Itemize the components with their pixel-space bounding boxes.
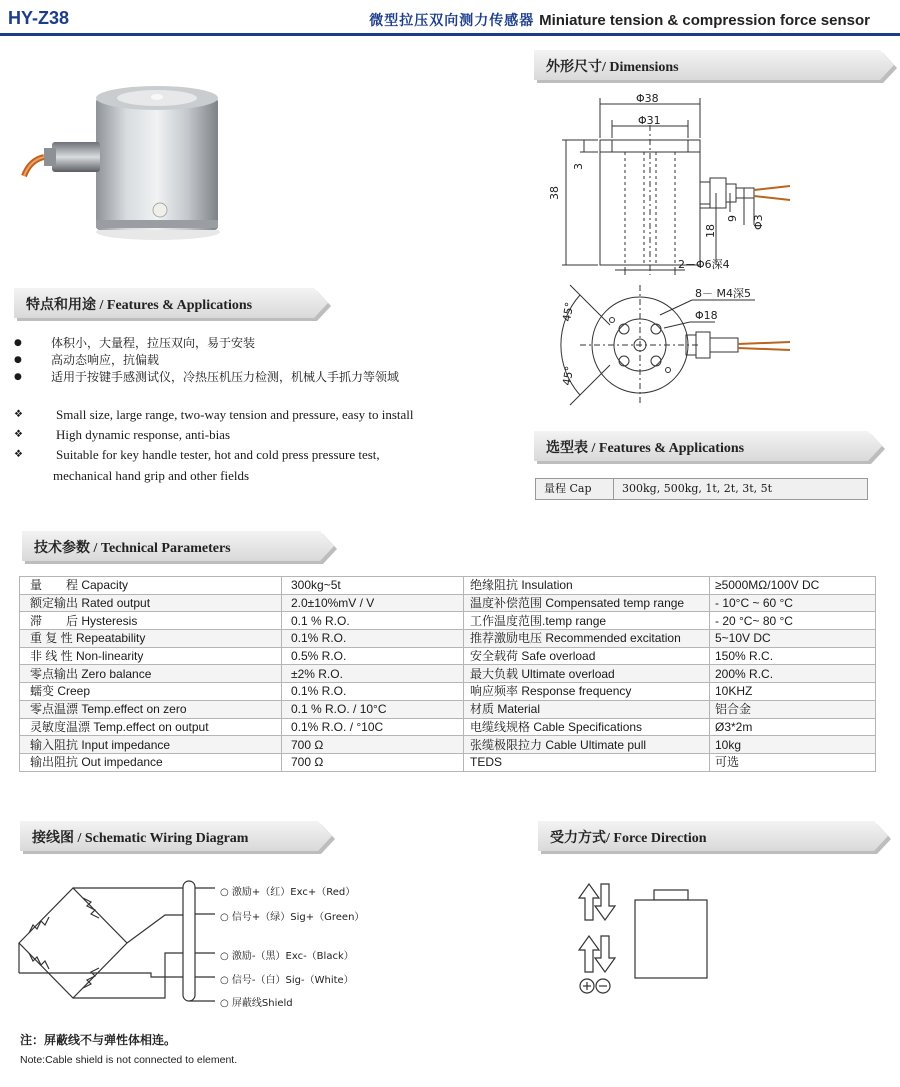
parameter-row bbox=[20, 594, 876, 612]
product-photo bbox=[20, 80, 220, 245]
selection-key: 量程 Cap bbox=[536, 479, 614, 499]
param-value: - 20 °C~ 80 °C bbox=[710, 612, 876, 630]
dimensions-drawing bbox=[540, 90, 800, 410]
param-name: 工作温度范围.temp range bbox=[464, 612, 710, 630]
param-name: 张缆极限拉力 Cable Ultimate pull bbox=[464, 736, 710, 754]
features-banner bbox=[14, 288, 328, 318]
param-value: 10KHZ bbox=[710, 683, 876, 701]
param-value: 可选 bbox=[710, 753, 876, 771]
param-name: 非 线 性 Non-linearity bbox=[20, 647, 282, 665]
wire-exc-plus: ○ 激励+（红）Exc+（Red） bbox=[220, 887, 356, 898]
param-name: 重 复 性 Repeatability bbox=[20, 630, 282, 648]
parameter-row bbox=[20, 630, 876, 648]
param-name: 最大负载 Ultimate overload bbox=[464, 665, 710, 683]
param-value: 700 Ω bbox=[282, 753, 464, 771]
param-value: 0.1% R.O. / °10C bbox=[282, 718, 464, 736]
feature-en-continuation: mechanical hand grip and other fields bbox=[53, 468, 250, 483]
feature-en-item bbox=[14, 445, 414, 465]
wiring-heading: 接线图 / Schematic Wiring Diagram bbox=[32, 831, 249, 846]
wire-exc-minus: ○ 激励-（黑）Exc-（Black） bbox=[220, 951, 354, 962]
feature-en-text: Suitable for key handle tester, hot and cold press pressure test, bbox=[56, 447, 380, 462]
wire-sig-minus: ○ 信号-（白）Sig-（White） bbox=[220, 975, 354, 986]
force-heading: 受力方式/ Force Direction bbox=[550, 831, 707, 846]
product-title-en: Miniature tension & compression force sensor bbox=[539, 12, 870, 29]
parameter-row bbox=[20, 665, 876, 683]
technical-banner bbox=[22, 531, 334, 561]
param-name: 输出阻抗 Out impedance bbox=[20, 753, 282, 771]
features-heading: 特点和用途 / Features & Applications bbox=[26, 298, 253, 313]
param-value: 铝合金 bbox=[710, 700, 876, 718]
feature-en-text: High dynamic response, anti-bias bbox=[56, 427, 231, 442]
param-name: 响应频率 Response frequency bbox=[464, 683, 710, 701]
selection-heading: 选型表 / Features & Applications bbox=[546, 441, 745, 456]
dim-m4: 8－ M4深5 bbox=[695, 287, 751, 300]
param-value: ≥5000MΩ/100V DC bbox=[710, 577, 876, 595]
param-value: 0.1% R.O. bbox=[282, 630, 464, 648]
parameter-row bbox=[20, 753, 876, 771]
dim-phi3: Φ3 bbox=[752, 214, 765, 230]
dim-phi18: Φ18 bbox=[695, 309, 718, 322]
dim-angle-top: 45° bbox=[560, 301, 577, 323]
wiring-banner bbox=[20, 821, 332, 851]
parameter-row bbox=[20, 700, 876, 718]
feature-cn-item: ● 适用于按键手感测试仪，冷热压机压力检测，机械人手抓力等领域 bbox=[14, 369, 399, 386]
note-cn: 注：屏蔽线不与弹性体相连。 bbox=[20, 1033, 177, 1047]
param-value: 10kg bbox=[710, 736, 876, 754]
feature-en-item bbox=[14, 405, 414, 425]
param-name: 零点温漂 Temp.effect on zero bbox=[20, 700, 282, 718]
param-name: 量 程 Capacity bbox=[20, 577, 282, 595]
parameter-row bbox=[20, 736, 876, 754]
param-value: 0.1 % R.O. bbox=[282, 612, 464, 630]
dim-phi31: Φ31 bbox=[638, 114, 661, 127]
param-name: TEDS bbox=[464, 753, 710, 771]
parameter-row bbox=[20, 647, 876, 665]
param-value: - 10°C ~ 60 °C bbox=[710, 594, 876, 612]
param-name: 材质 Material bbox=[464, 700, 710, 718]
dim-h3: 3 bbox=[572, 163, 585, 170]
param-value: 150% R.C. bbox=[710, 647, 876, 665]
dim-holes: 2－Φ6深4 bbox=[678, 258, 730, 271]
param-value: 700 Ω bbox=[282, 736, 464, 754]
force-diagram bbox=[575, 878, 715, 998]
selection-table bbox=[535, 478, 868, 500]
dim-angle-bottom: 45° bbox=[560, 365, 577, 387]
header-rule bbox=[0, 33, 900, 36]
features-en-list bbox=[14, 405, 414, 465]
parameter-row bbox=[20, 683, 876, 701]
param-value: 300kg~5t bbox=[282, 577, 464, 595]
wire-sig-plus: ○ 信号+（绿）Sig+（Green） bbox=[220, 912, 365, 923]
note-en: Note:Cable shield is not connected to element. bbox=[20, 1054, 238, 1066]
dim-h18: 18 bbox=[704, 224, 717, 238]
feature-cn-item: ● 高动态响应，抗偏载 bbox=[14, 352, 399, 369]
parameter-row bbox=[20, 718, 876, 736]
feature-en-item bbox=[14, 425, 414, 445]
wire-shield: ○ 屏蔽线Shield bbox=[220, 998, 293, 1009]
param-value: 0.5% R.O. bbox=[282, 647, 464, 665]
param-value: 0.1% R.O. bbox=[282, 683, 464, 701]
param-name: 灵敏度温漂 Temp.effect on output bbox=[20, 718, 282, 736]
feature-cn-item: ● 体积小，大量程，拉压双向，易于安装 bbox=[14, 335, 399, 352]
features-cn-list bbox=[14, 335, 399, 386]
param-name: 温度补偿范围 Compensated temp range bbox=[464, 594, 710, 612]
param-name: 安全载荷 Safe overload bbox=[464, 647, 710, 665]
parameter-row bbox=[20, 612, 876, 630]
param-name: 零点输出 Zero balance bbox=[20, 665, 282, 683]
param-name: 输入阻抗 Input impedance bbox=[20, 736, 282, 754]
product-title-cn: 微型拉压双向测力传感器 bbox=[369, 13, 535, 29]
dim-phi38: Φ38 bbox=[636, 92, 659, 105]
param-value: 2.0±10%mV / V bbox=[282, 594, 464, 612]
param-name: 绝缘阻抗 Insulation bbox=[464, 577, 710, 595]
dim-h38: 38 bbox=[548, 186, 561, 200]
wiring-diagram bbox=[15, 873, 215, 1008]
selection-banner bbox=[534, 431, 882, 461]
param-value: 0.1 % R.O. / 10°C bbox=[282, 700, 464, 718]
dimensions-heading: 外形尺寸/ Dimensions bbox=[546, 60, 679, 75]
dim-h9: 9 bbox=[726, 215, 739, 222]
force-banner bbox=[538, 821, 888, 851]
product-title bbox=[369, 10, 870, 30]
selection-value: 300kg, 500kg, 1t, 2t, 3t, 5t bbox=[622, 482, 773, 495]
param-name: 额定输出 Rated output bbox=[20, 594, 282, 612]
param-value: Ø3*2m bbox=[710, 718, 876, 736]
param-value: ±2% R.O. bbox=[282, 665, 464, 683]
param-name: 滞 后 Hysteresis bbox=[20, 612, 282, 630]
param-name: 推荐激励电压 Recommended excitation bbox=[464, 630, 710, 648]
parameter-row bbox=[20, 577, 876, 595]
dimensions-banner bbox=[534, 50, 894, 80]
param-value: 200% R.C. bbox=[710, 665, 876, 683]
parameters-table bbox=[19, 576, 876, 772]
model-number: HY-Z38 bbox=[8, 8, 70, 28]
param-name: 电缆线规格 Cable Specifications bbox=[464, 718, 710, 736]
technical-heading: 技术参数 / Technical Parameters bbox=[34, 541, 231, 556]
param-name: 蠕变 Creep bbox=[20, 683, 282, 701]
feature-en-text: Small size, large range, two-way tension and pressure, easy to install bbox=[56, 407, 414, 422]
param-value: 5~10V DC bbox=[710, 630, 876, 648]
